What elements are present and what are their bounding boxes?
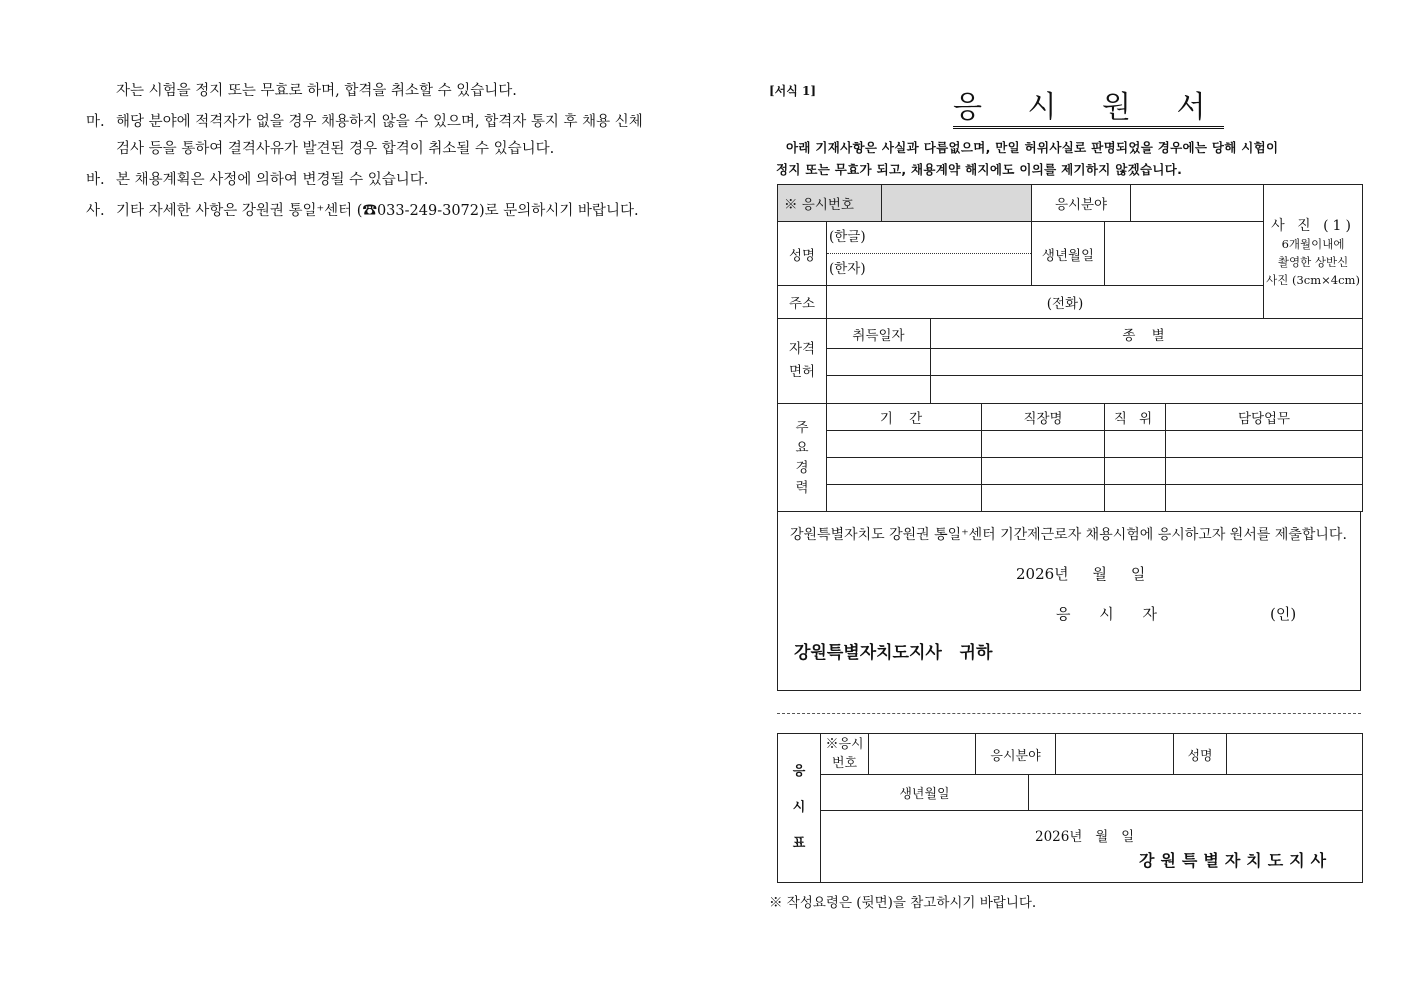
left-text-block [86,78,646,225]
exam-number-label: ※ 응시번호 [778,185,882,222]
photo-note: 촬영한 상반신 [1277,254,1349,269]
position-header: 직 위 [1105,404,1166,431]
career-char: 경 [795,459,809,476]
list-item [86,198,646,225]
license-label [778,319,827,404]
ticket-issuer: 강원특별자치도지사 [1139,851,1333,870]
list-text: 본 채용계획은 사정에 의하여 변경될 수 있습니다. [116,172,429,188]
acquisition-date-header: 취득일자 [827,319,931,349]
birth-field[interactable] [1105,222,1264,286]
notice-text [776,137,1346,181]
license-label-line: 자격 [788,341,816,357]
footnote: ※ 작성요령은 (뒷면)을 참고하시기 바랍니다. [769,895,1037,911]
career-cell[interactable] [1105,458,1166,485]
declaration-box [777,511,1361,691]
license-date-cell[interactable] [827,376,931,404]
address-label: 주소 [778,286,827,319]
career-label [778,404,827,512]
ticket-exam-number-line: 번호 [831,756,858,771]
ticket-birth-field[interactable] [1029,775,1363,811]
list-text: 해당 분야에 적격자가 없을 경우 채용하지 않을 수 있으며, 합격자 통지 후 채용 신체검사 등을 통하여 결격사유가 발견된 경우 합격이 취소될 수 있습니다. [116,114,643,157]
career-char: 력 [795,479,809,496]
career-cell[interactable] [982,431,1105,458]
recipient: 강원특별자치도지사 귀하 [794,643,993,663]
ticket-field-input[interactable] [1056,734,1174,775]
duty-header: 담당업무 [1166,404,1363,431]
list-item [86,167,646,194]
form-title: 응 시 원 서 [953,90,1224,129]
address-field[interactable] [827,286,1264,319]
name-field[interactable] [827,222,1032,286]
exam-number-field[interactable] [882,185,1032,222]
period-header: 기 간 [827,404,982,431]
career-cell[interactable] [1166,431,1363,458]
career-cell[interactable] [1166,485,1363,512]
application-table [777,184,1363,512]
photo-note: 사진 (3cm×4cm) [1266,272,1360,287]
exam-field-label: 응시분야 [1032,185,1131,222]
career-cell[interactable] [827,485,982,512]
career-cell[interactable] [827,458,982,485]
career-cell[interactable] [1105,485,1166,512]
list-marker: 바. [86,172,105,188]
seal-mark[interactable]: (인) [1270,605,1297,623]
photo-note: 6개월이내에 [1281,236,1345,251]
list-item [86,109,646,163]
list-text: 기타 자세한 사항은 강원권 통일⁺센터 (☎033-249-3072)로 문의하시기 바랍니다. [116,203,639,219]
continued-text: 자는 시험을 정지 또는 무효로 하며, 합격을 취소할 수 있습니다. [116,83,517,99]
career-cell[interactable] [827,431,982,458]
ticket-label [778,734,821,883]
license-kind-header: 종 별 [931,319,1363,349]
notice-line: 정지 또는 무효가 되고, 채용계약 해지에도 이의를 제기하지 않겠습니다. [776,162,1183,177]
career-char: 주 [795,419,809,436]
date-line: 2026년 월 일 [1016,565,1146,583]
format-label: [서식 1] [769,84,817,98]
ticket-label-char: 시 [792,800,806,815]
career-cell[interactable] [1105,431,1166,458]
cut-line [777,713,1361,714]
ticket-date-line: 2026년 월 일 [1035,829,1135,845]
exam-ticket-table [777,733,1363,883]
birth-label: 생년월일 [1032,222,1105,286]
ticket-field-label: 응시분야 [976,734,1056,775]
ticket-issue-cell [821,811,1363,883]
list-marker: 사. [86,203,105,219]
name-hanja-label: (한자) [829,261,866,277]
career-char: 요 [795,439,809,456]
license-kind-cell[interactable] [931,349,1363,376]
name-label: 성명 [778,222,827,286]
career-cell[interactable] [982,458,1105,485]
notice-line: 아래 기재사항은 사실과 다름없으며, 만일 허위사실로 판명되었을 경우에는 당해 시험이 [786,140,1279,155]
workplace-header: 직장명 [982,404,1105,431]
photo-title: 사 진 (1) [1271,217,1355,234]
ticket-label-char: 표 [792,836,806,851]
license-date-cell[interactable] [827,349,931,376]
applicant-label: 응 시 자 [1056,605,1170,623]
phone-label: (전화) [1046,296,1084,312]
ticket-exam-number-field[interactable] [869,734,976,775]
name-korean-label: (한글) [827,222,1031,254]
career-cell[interactable] [982,485,1105,512]
career-cell[interactable] [1166,458,1363,485]
list-marker: 마. [86,114,105,130]
ticket-name-field[interactable] [1227,734,1363,775]
ticket-birth-label: 생년월일 [821,775,1029,811]
license-kind-cell[interactable] [931,376,1363,404]
declaration-text: 강원특별자치도 강원권 통일⁺센터 기간제근로자 채용시험에 응시하고자 원서를 제출합니다. [790,527,1347,543]
ticket-label-char: 응 [792,764,806,779]
license-label-line: 면허 [788,364,816,380]
ticket-exam-number-label [821,734,869,775]
ticket-exam-number-line: ※응시 [825,737,864,752]
photo-box[interactable] [1264,185,1363,319]
exam-field-input[interactable] [1131,185,1264,222]
ticket-name-label: 성명 [1174,734,1227,775]
